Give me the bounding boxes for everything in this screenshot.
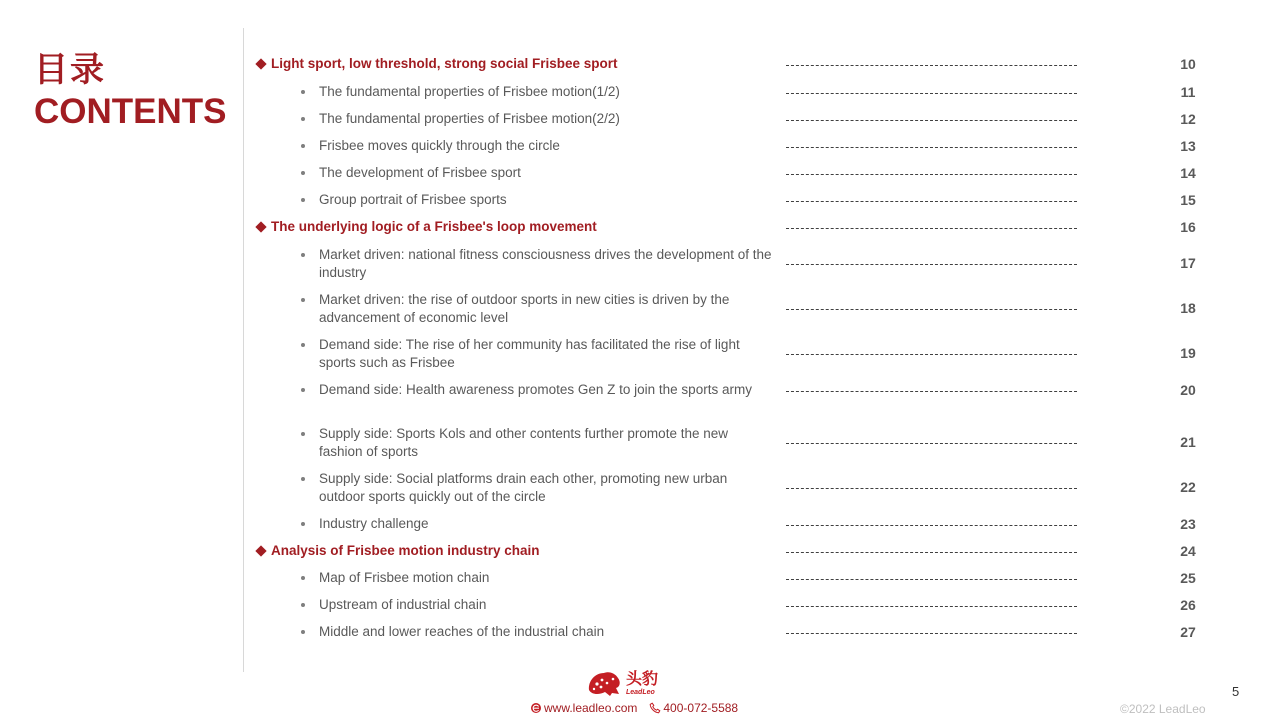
footer-logo [586, 668, 658, 698]
toc-page-number: 26 [1180, 597, 1196, 613]
toc-entry-title: Group portrait of Frisbee sports [319, 192, 507, 207]
toc-page-number: 20 [1180, 382, 1196, 398]
toc-entry-title: Map of Frisbee motion chain [319, 570, 490, 585]
toc-page-number: 24 [1180, 543, 1196, 559]
toc-page-number: 10 [1180, 56, 1196, 72]
toc-item[interactable] [0, 246, 1280, 281]
toc-item[interactable] [0, 569, 1280, 587]
toc-item[interactable] [0, 425, 1280, 460]
dotted-leader [786, 579, 1077, 580]
toc-page-number: 25 [1180, 570, 1196, 586]
toc-entry-title: Demand side: Health awareness promotes Gen Z to join the sports army [319, 382, 752, 397]
bullet-icon [301, 117, 305, 121]
dotted-leader [786, 488, 1077, 489]
toc-entry-title: Light sport, low threshold, strong social Frisbee sport [271, 56, 618, 71]
phone-icon [649, 702, 661, 714]
toc-entry-title: Market driven: national fitness consciousness drives the development of the industry [319, 247, 772, 280]
bullet-icon [301, 253, 305, 257]
bullet-icon [301, 603, 305, 607]
toc-item[interactable] [0, 336, 1280, 371]
bullet-icon [301, 630, 305, 634]
toc-entry-title: The underlying logic of a Frisbee's loop movement [271, 219, 597, 234]
dotted-leader [786, 264, 1077, 265]
dotted-leader [786, 633, 1077, 634]
toc-item[interactable] [0, 470, 1280, 505]
dotted-leader [786, 525, 1077, 526]
bullet-icon [301, 198, 305, 202]
bullet-icon [301, 298, 305, 302]
toc-page-number: 18 [1180, 300, 1196, 316]
toc-page-number: 17 [1180, 255, 1196, 271]
toc-item[interactable] [0, 381, 1280, 399]
dotted-leader [786, 606, 1077, 607]
bullet-icon [301, 477, 305, 481]
toc-page-number: 23 [1180, 516, 1196, 532]
dotted-leader [786, 174, 1077, 175]
toc-item[interactable] [0, 83, 1280, 101]
toc-item[interactable] [0, 623, 1280, 641]
brand-name-cn: 头豹 [626, 668, 659, 688]
dotted-leader [786, 354, 1077, 355]
toc-item[interactable] [0, 110, 1280, 128]
dotted-leader [786, 391, 1077, 392]
dotted-leader [786, 309, 1077, 310]
toc-entry-title: The development of Frisbee sport [319, 165, 521, 180]
toc-section[interactable] [0, 218, 1280, 236]
toc-page-number: 15 [1180, 192, 1196, 208]
toc-entry-title: Industry challenge [319, 516, 429, 531]
copyright-text: ©2022 LeadLeo [1120, 702, 1206, 716]
dotted-leader [786, 65, 1077, 66]
toc-item[interactable] [0, 137, 1280, 155]
toc-entry-title: Supply side: Sports Kols and other contents further promote the new fashion of sports [319, 426, 728, 459]
toc-item[interactable] [0, 191, 1280, 209]
toc-item[interactable] [0, 291, 1280, 326]
dotted-leader [786, 93, 1077, 94]
dotted-leader [786, 120, 1077, 121]
toc-section[interactable] [0, 55, 1280, 73]
bullet-icon [301, 432, 305, 436]
toc-page-number: 13 [1180, 138, 1196, 154]
toc-entry-title: Supply side: Social platforms drain each other, promoting new urban outdoor sports quickly out of the circle [319, 471, 728, 504]
contents-heading-cn: 目录 [34, 50, 106, 90]
dotted-leader [786, 201, 1077, 202]
bullet-icon [301, 388, 305, 392]
leopard-logo-icon [586, 668, 622, 698]
dotted-leader [786, 147, 1077, 148]
footer-contact [530, 701, 738, 715]
dotted-leader [786, 552, 1077, 553]
toc-page-number: 11 [1180, 84, 1196, 100]
toc-section[interactable] [0, 542, 1280, 560]
phone-number: 400-072-5588 [663, 701, 739, 715]
website-link[interactable]: www.leadleo.com [544, 701, 638, 715]
diamond-icon [255, 545, 266, 556]
bullet-icon [301, 171, 305, 175]
bullet-icon [301, 576, 305, 580]
diamond-icon [255, 221, 266, 232]
toc-page-number: 12 [1180, 111, 1196, 127]
dotted-leader [786, 443, 1077, 444]
contents-heading-en: CONTENTS [34, 92, 227, 131]
toc-item[interactable] [0, 515, 1280, 533]
toc-entry-title: The fundamental properties of Frisbee motion(1/2) [319, 84, 620, 99]
toc-entry-title: Analysis of Frisbee motion industry chain [271, 543, 540, 558]
bullet-icon [301, 90, 305, 94]
toc-page-number: 27 [1180, 624, 1196, 640]
brand-name-en: LeadLeo [626, 688, 655, 696]
bullet-icon [301, 144, 305, 148]
toc-page-number: 14 [1180, 165, 1196, 181]
toc-entry-title: Market driven: the rise of outdoor sports in new cities is driven by the advancement of economic level [319, 292, 730, 325]
web-icon [530, 702, 542, 714]
toc-page-number: 16 [1180, 219, 1196, 235]
slide-page-number: 5 [1232, 684, 1240, 699]
toc-entry-title: Demand side: The rise of her community has facilitated the rise of light sports such as Frisbee [319, 337, 740, 370]
toc-item[interactable] [0, 164, 1280, 182]
toc-page-number: 21 [1180, 434, 1196, 450]
bullet-icon [301, 522, 305, 526]
toc-item[interactable] [0, 596, 1280, 614]
toc-entry-title: The fundamental properties of Frisbee motion(2/2) [319, 111, 620, 126]
toc-entry-title: Middle and lower reaches of the industrial chain [319, 624, 605, 639]
toc-entry-title: Upstream of industrial chain [319, 597, 487, 612]
toc-entry-title: Frisbee moves quickly through the circle [319, 138, 560, 153]
dotted-leader [786, 228, 1077, 229]
toc-page-number: 22 [1180, 479, 1196, 495]
toc-page-number: 19 [1180, 345, 1196, 361]
diamond-icon [255, 58, 266, 69]
bullet-icon [301, 343, 305, 347]
